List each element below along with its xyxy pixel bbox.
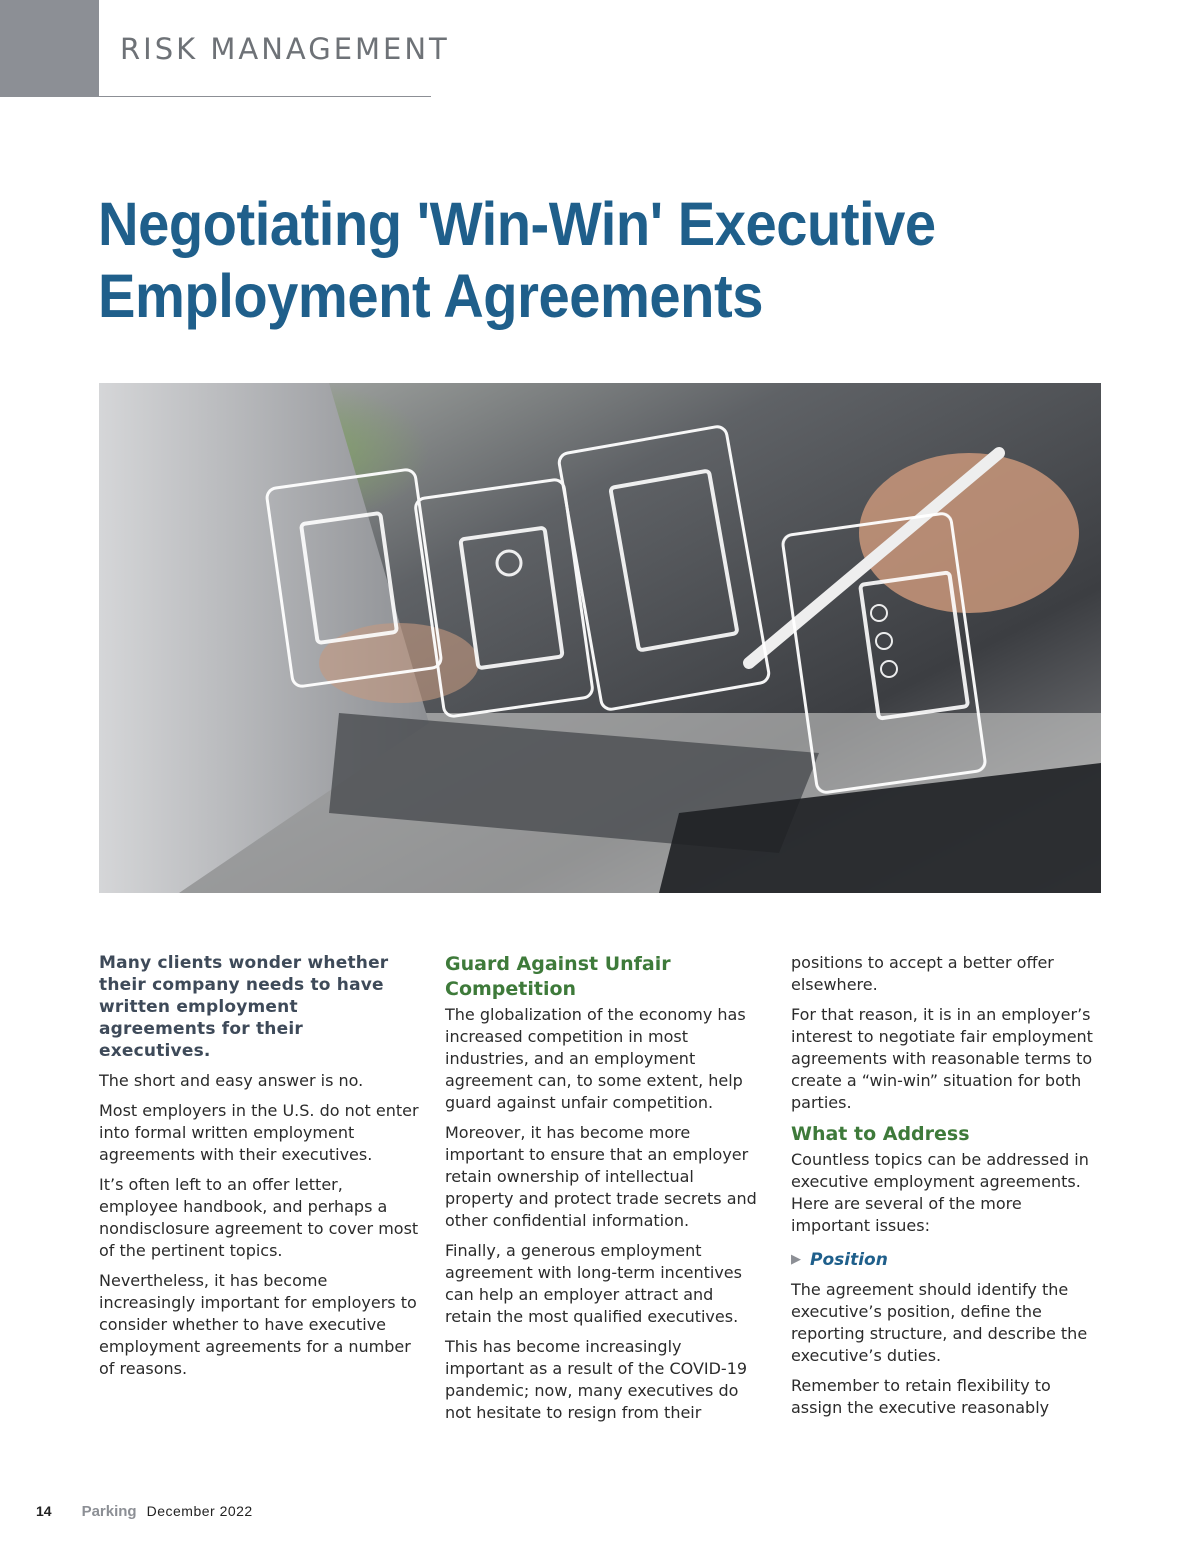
body-paragraph: This has become increasingly important as a result of the COVID-19 pandemic; now, many executives do not hesitate to resign from their — [445, 1337, 748, 1422]
header-color-block — [0, 0, 99, 97]
body-paragraph: Moreover, it has become more important to ensure that an employer retain ownership of intellectual property and protect trade secrets and other confidential information. — [445, 1123, 757, 1230]
subheading-unfair-competition: Guard Against Unfair Competition — [445, 953, 671, 1000]
section-divider — [99, 96, 431, 97]
page-number: 14 — [36, 1503, 52, 1519]
body-paragraph: The short and easy answer is no. — [99, 1071, 364, 1090]
body-paragraph: Countless topics can be addressed in executive employment agreements. Here are several of the more important issues: — [791, 1150, 1089, 1235]
issue-date: December 2022 — [146, 1503, 253, 1519]
bullet-heading-label: Position — [810, 1250, 888, 1270]
body-paragraph: Remember to retain flexibility to assign the executive reasonably — [791, 1376, 1051, 1417]
subheading-what-to-address: What to Address — [791, 1123, 970, 1145]
body-paragraph: The globalization of the economy has increased competition in most industries, and an employment agreement can, to some extent, help guard against unfair competition. — [445, 1005, 746, 1112]
column-3 — [791, 952, 1101, 1427]
column-1 — [99, 952, 419, 1388]
section-label: RISK MANAGEMENT — [120, 32, 450, 66]
body-paragraph: The agreement should identify the executive’s position, define the reporting structure, and describe the executive’s duties. — [791, 1280, 1088, 1365]
body-paragraph: Most employers in the U.S. do not enter into formal written employment agreements with their executives. — [99, 1101, 419, 1164]
article-title: Negotiating 'Win-Win' Executive Employment Agreements — [98, 190, 936, 330]
body-paragraph: positions to accept a better offer elsewhere. — [791, 953, 1054, 994]
body-paragraph: For that reason, it is in an employer’s interest to negotiate fair employment agreements with reasonable terms to create a “win-win” situation for both parties. — [791, 1005, 1093, 1112]
body-paragraph: Finally, a generous employment agreement with long-term incentives can help an employer attract and retain the most qualified executives. — [445, 1241, 742, 1326]
hero-image — [99, 383, 1101, 893]
triangle-right-icon: ▶ — [791, 1252, 801, 1267]
column-2 — [445, 952, 765, 1432]
page-footer — [36, 1503, 253, 1520]
bullet-heading — [791, 1249, 1101, 1271]
body-paragraph: Nevertheless, it has become increasingly important for employers to consider whether to have executive employment agreements for a number of reasons. — [99, 1271, 417, 1378]
magazine-name: Parking — [81, 1503, 137, 1520]
lead-paragraph: Many clients wonder whether their company needs to have written employment agreements for their executives. — [99, 953, 389, 1061]
body-paragraph: It’s often left to an offer letter, employee handbook, and perhaps a nondisclosure agreement to cover most of the pertinent topics. — [99, 1175, 419, 1260]
